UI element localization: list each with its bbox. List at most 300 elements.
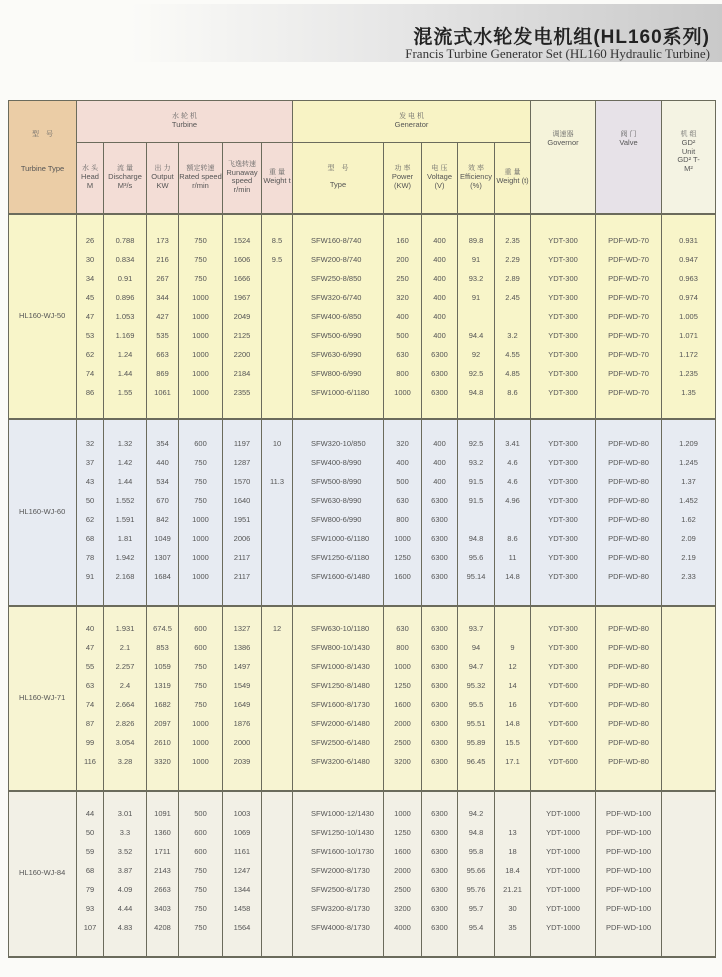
table-row: [9, 900, 716, 919]
discharge-cell: 1.591: [104, 511, 147, 530]
runaway-speed-cell: [223, 419, 262, 435]
discharge-cell: [104, 419, 147, 435]
power-cell: 1000: [384, 658, 422, 677]
head-cell: 99: [77, 734, 104, 753]
gd2-cell: [662, 843, 716, 862]
valve-cell: PDF-WD-100: [596, 805, 662, 824]
head-cell: [77, 606, 104, 620]
power-cell: [384, 403, 422, 419]
table-row: [9, 511, 716, 530]
valve-cell: PDF-WD-100: [596, 843, 662, 862]
generator-weight-cell: 11: [495, 549, 531, 568]
discharge-cell: 1.81: [104, 530, 147, 549]
spacer-row: [9, 772, 716, 791]
generator-type-cell: SFW1000-6/1180: [293, 384, 384, 403]
valve-cell: [596, 419, 662, 435]
turbine-weight-cell: [262, 639, 293, 658]
voltage-cell: [422, 403, 458, 419]
discharge-cell: 0.91: [104, 270, 147, 289]
valve-cell: [596, 587, 662, 606]
gd2-cell: [662, 639, 716, 658]
gd2-cell: [662, 753, 716, 772]
turbine-type-cell: HL160-WJ-71: [9, 606, 77, 791]
spacer-row: [9, 419, 716, 435]
gd2-cell: [662, 606, 716, 620]
generator-weight-cell: 3.41: [495, 435, 531, 454]
efficiency-cell: 95.14: [458, 568, 495, 587]
table-row: [9, 308, 716, 327]
discharge-cell: [104, 791, 147, 805]
gd2-cell: 2.09: [662, 530, 716, 549]
discharge-cell: 4.09: [104, 881, 147, 900]
power-cell: 3200: [384, 753, 422, 772]
header-label-en: Weight (t): [496, 176, 529, 186]
power-cell: 1600: [384, 696, 422, 715]
governor-cell: YDT-600: [531, 696, 596, 715]
runaway-speed-cell: 1069: [223, 824, 262, 843]
generator-weight-cell: 4.55: [495, 346, 531, 365]
table-row: [9, 251, 716, 270]
rated-speed-cell: 750: [179, 270, 223, 289]
runaway-speed-cell: 2125: [223, 327, 262, 346]
output-cell: 1319: [147, 677, 179, 696]
efficiency-cell: [458, 791, 495, 805]
header-label-cn: 出 力: [154, 165, 171, 173]
efficiency-cell: 95.6: [458, 549, 495, 568]
header-governor: 调速器 Governor: [531, 101, 596, 214]
governor-cell: YDT-300: [531, 473, 596, 492]
output-cell: 1684: [147, 568, 179, 587]
header-label-cn: 飞逸转速: [228, 160, 256, 168]
voltage-cell: 400: [422, 473, 458, 492]
runaway-speed-cell: 1386: [223, 639, 262, 658]
head-cell: 53: [77, 327, 104, 346]
runaway-speed-cell: [223, 606, 262, 620]
voltage-cell: 400: [422, 308, 458, 327]
efficiency-cell: 95.7: [458, 900, 495, 919]
table-row: [9, 435, 716, 454]
turbine-weight-cell: [262, 843, 293, 862]
turbine-weight-cell: [262, 753, 293, 772]
voltage-cell: 6300: [422, 511, 458, 530]
generator-weight-cell: 35: [495, 919, 531, 938]
header-output: [147, 143, 179, 214]
governor-cell: YDT-300: [531, 492, 596, 511]
governor-cell: YDT-600: [531, 677, 596, 696]
efficiency-cell: 92: [458, 346, 495, 365]
efficiency-cell: 91.5: [458, 492, 495, 511]
output-cell: 2143: [147, 862, 179, 881]
voltage-cell: 400: [422, 251, 458, 270]
generator-weight-cell: 14.8: [495, 715, 531, 734]
title-banner: [130, 4, 722, 62]
output-cell: 1091: [147, 805, 179, 824]
efficiency-cell: [458, 606, 495, 620]
runaway-speed-cell: 1327: [223, 620, 262, 639]
head-cell: 63: [77, 677, 104, 696]
rated-speed-cell: 1000: [179, 715, 223, 734]
voltage-cell: 6300: [422, 639, 458, 658]
turbine-weight-cell: [262, 454, 293, 473]
efficiency-cell: 95.76: [458, 881, 495, 900]
efficiency-cell: 94: [458, 639, 495, 658]
power-cell: 630: [384, 346, 422, 365]
runaway-speed-cell: 2117: [223, 568, 262, 587]
generator-weight-cell: 12: [495, 658, 531, 677]
power-cell: 1000: [384, 530, 422, 549]
head-cell: 59: [77, 843, 104, 862]
runaway-speed-cell: 2200: [223, 346, 262, 365]
table-row: [9, 232, 716, 251]
head-cell: 74: [77, 696, 104, 715]
generator-type-cell: SFW1250-8/1480: [293, 677, 384, 696]
power-cell: [384, 791, 422, 805]
rated-speed-cell: 750: [179, 677, 223, 696]
runaway-speed-cell: 1876: [223, 715, 262, 734]
rated-speed-cell: 600: [179, 639, 223, 658]
efficiency-cell: 92.5: [458, 435, 495, 454]
power-cell: 160: [384, 232, 422, 251]
turbine-type-cell: HL160-WJ-84: [9, 791, 77, 957]
generator-type-cell: [293, 403, 384, 419]
generator-type-cell: SFW400-8/990: [293, 454, 384, 473]
output-cell: 173: [147, 232, 179, 251]
generator-type-cell: SFW320-6/740: [293, 289, 384, 308]
head-cell: 32: [77, 435, 104, 454]
section-hl160-wj-60: [9, 419, 716, 606]
head-cell: 44: [77, 805, 104, 824]
output-cell: [147, 587, 179, 606]
runaway-speed-cell: 1247: [223, 862, 262, 881]
voltage-cell: 6300: [422, 492, 458, 511]
efficiency-cell: 91: [458, 251, 495, 270]
gd2-cell: 1.071: [662, 327, 716, 346]
runaway-speed-cell: 1967: [223, 289, 262, 308]
generator-type-cell: SFW160-8/740: [293, 232, 384, 251]
governor-cell: YDT-600: [531, 734, 596, 753]
header-label-en: Rated speed r/min: [179, 172, 222, 190]
rated-speed-cell: 1000: [179, 753, 223, 772]
discharge-cell: 1.24: [104, 346, 147, 365]
valve-cell: PDF-WD-80: [596, 639, 662, 658]
head-cell: 30: [77, 251, 104, 270]
valve-cell: PDF-WD-80: [596, 568, 662, 587]
voltage-cell: 400: [422, 289, 458, 308]
head-cell: 26: [77, 232, 104, 251]
gd2-cell: 0.963: [662, 270, 716, 289]
head-cell: 50: [77, 492, 104, 511]
discharge-cell: 3.52: [104, 843, 147, 862]
efficiency-cell: 95.89: [458, 734, 495, 753]
output-cell: 354: [147, 435, 179, 454]
table-row: [9, 919, 716, 938]
discharge-cell: 4.83: [104, 919, 147, 938]
output-cell: 853: [147, 639, 179, 658]
valve-cell: PDF-WD-100: [596, 900, 662, 919]
generator-weight-cell: [495, 308, 531, 327]
generator-type-cell: SFW2000-6/1480: [293, 715, 384, 734]
power-cell: 500: [384, 473, 422, 492]
turbine-type-cell: HL160-WJ-60: [9, 419, 77, 606]
power-cell: [384, 587, 422, 606]
gd2-cell: 1.209: [662, 435, 716, 454]
valve-cell: PDF-WD-80: [596, 715, 662, 734]
turbine-weight-cell: [262, 791, 293, 805]
rated-speed-cell: 1000: [179, 549, 223, 568]
governor-cell: YDT-1000: [531, 881, 596, 900]
valve-cell: [596, 938, 662, 957]
turbine-weight-cell: [262, 715, 293, 734]
table-row: [9, 843, 716, 862]
runaway-speed-cell: 1497: [223, 658, 262, 677]
runaway-speed-cell: 2049: [223, 308, 262, 327]
discharge-cell: [104, 403, 147, 419]
valve-cell: [596, 791, 662, 805]
turbine-weight-cell: [262, 384, 293, 403]
runaway-speed-cell: 2000: [223, 734, 262, 753]
valve-cell: [596, 606, 662, 620]
output-cell: 3403: [147, 900, 179, 919]
voltage-cell: 6300: [422, 346, 458, 365]
generator-weight-cell: 3.2: [495, 327, 531, 346]
generator-type-cell: SFW630-8/990: [293, 492, 384, 511]
generator-weight-cell: 17.1: [495, 753, 531, 772]
output-cell: 1061: [147, 384, 179, 403]
runaway-speed-cell: [223, 938, 262, 957]
turbine-weight-cell: [262, 568, 293, 587]
output-cell: 869: [147, 365, 179, 384]
governor-cell: YDT-1000: [531, 919, 596, 938]
valve-cell: PDF-WD-100: [596, 824, 662, 843]
turbine-weight-cell: [262, 270, 293, 289]
rated-speed-cell: 750: [179, 232, 223, 251]
header-label-en: Voltage (V): [426, 172, 453, 190]
generator-weight-cell: 8.6: [495, 530, 531, 549]
turbine-weight-cell: [262, 289, 293, 308]
discharge-cell: 3.01: [104, 805, 147, 824]
governor-cell: [531, 403, 596, 419]
header-discharge: [104, 143, 147, 214]
head-cell: 62: [77, 511, 104, 530]
gd2-cell: 1.245: [662, 454, 716, 473]
power-cell: 320: [384, 289, 422, 308]
turbine-weight-cell: [262, 308, 293, 327]
discharge-cell: 1.942: [104, 549, 147, 568]
governor-cell: YDT-1000: [531, 824, 596, 843]
header-label-cn: 重 量: [269, 169, 285, 177]
gd2-cell: 0.947: [662, 251, 716, 270]
voltage-cell: 6300: [422, 824, 458, 843]
valve-cell: PDF-WD-70: [596, 232, 662, 251]
rated-speed-cell: 750: [179, 696, 223, 715]
voltage-cell: 6300: [422, 620, 458, 639]
valve-cell: [596, 772, 662, 791]
header-turbine: 水 轮 机 Turbine: [77, 101, 293, 143]
discharge-cell: 1.42: [104, 454, 147, 473]
header-gtype: [293, 143, 384, 214]
generator-weight-cell: [495, 805, 531, 824]
valve-cell: PDF-WD-70: [596, 384, 662, 403]
generator-weight-cell: [495, 511, 531, 530]
gd2-cell: 2.33: [662, 568, 716, 587]
generator-type-cell: SFW2000-8/1730: [293, 862, 384, 881]
rated-speed-cell: 500: [179, 805, 223, 824]
gd2-cell: 1.452: [662, 492, 716, 511]
rated-speed-cell: 750: [179, 900, 223, 919]
valve-cell: PDF-WD-70: [596, 346, 662, 365]
gd2-cell: [662, 734, 716, 753]
generator-type-cell: SFW630-6/990: [293, 346, 384, 365]
head-cell: [77, 772, 104, 791]
generator-weight-cell: 4.96: [495, 492, 531, 511]
valve-cell: PDF-WD-70: [596, 365, 662, 384]
discharge-cell: [104, 772, 147, 791]
governor-cell: YDT-300: [531, 251, 596, 270]
gd2-cell: 2.19: [662, 549, 716, 568]
head-cell: 68: [77, 530, 104, 549]
rated-speed-cell: [179, 791, 223, 805]
runaway-speed-cell: 1649: [223, 696, 262, 715]
governor-cell: YDT-300: [531, 435, 596, 454]
generator-weight-cell: 15.5: [495, 734, 531, 753]
runaway-speed-cell: 1564: [223, 919, 262, 938]
runaway-speed-cell: [223, 214, 262, 232]
turbine-weight-cell: 10: [262, 435, 293, 454]
efficiency-cell: 93.7: [458, 620, 495, 639]
voltage-cell: 400: [422, 454, 458, 473]
header-label-en: Weight t: [263, 176, 291, 186]
gd2-cell: [662, 881, 716, 900]
head-cell: 45: [77, 289, 104, 308]
header-efficiency: [458, 143, 495, 214]
header-label-en: Efficiency (%): [460, 172, 492, 190]
efficiency-cell: [458, 587, 495, 606]
power-cell: [384, 606, 422, 620]
head-cell: 116: [77, 753, 104, 772]
generator-weight-cell: 4.6: [495, 473, 531, 492]
output-cell: 344: [147, 289, 179, 308]
voltage-cell: 6300: [422, 384, 458, 403]
voltage-cell: 6300: [422, 862, 458, 881]
rated-speed-cell: 750: [179, 862, 223, 881]
gd2-cell: 1.35: [662, 384, 716, 403]
generator-weight-cell: [495, 772, 531, 791]
generator-type-cell: SFW1600-10/1730: [293, 843, 384, 862]
discharge-cell: 2.257: [104, 658, 147, 677]
header-label-cn: 重 量: [504, 169, 521, 177]
efficiency-cell: 94.8: [458, 384, 495, 403]
header-turbine-type: 型 号 Turbine Type: [9, 101, 77, 214]
power-cell: 1250: [384, 549, 422, 568]
generator-type-cell: SFW2500-8/1730: [293, 881, 384, 900]
header-label-cn: 水 头: [82, 165, 98, 173]
valve-cell: PDF-WD-70: [596, 308, 662, 327]
turbine-weight-cell: [262, 214, 293, 232]
voltage-cell: 6300: [422, 919, 458, 938]
gd2-cell: [662, 214, 716, 232]
efficiency-cell: 95.5: [458, 696, 495, 715]
head-cell: [77, 419, 104, 435]
discharge-cell: 1.931: [104, 620, 147, 639]
runaway-speed-cell: 1570: [223, 473, 262, 492]
head-cell: 78: [77, 549, 104, 568]
table-row: [9, 677, 716, 696]
valve-cell: PDF-WD-80: [596, 454, 662, 473]
head-cell: [77, 403, 104, 419]
voltage-cell: 6300: [422, 881, 458, 900]
output-cell: 4208: [147, 919, 179, 938]
head-cell: 55: [77, 658, 104, 677]
valve-cell: PDF-WD-80: [596, 696, 662, 715]
efficiency-cell: [458, 419, 495, 435]
generator-weight-cell: 4.6: [495, 454, 531, 473]
discharge-cell: 1.053: [104, 308, 147, 327]
governor-cell: YDT-600: [531, 715, 596, 734]
efficiency-cell: [458, 938, 495, 957]
valve-cell: PDF-WD-80: [596, 473, 662, 492]
output-cell: 534: [147, 473, 179, 492]
power-cell: 1250: [384, 824, 422, 843]
rated-speed-cell: [179, 587, 223, 606]
generator-type-cell: SFW250-8/850: [293, 270, 384, 289]
rated-speed-cell: [179, 772, 223, 791]
power-cell: 1250: [384, 677, 422, 696]
governor-cell: [531, 419, 596, 435]
runaway-speed-cell: 1003: [223, 805, 262, 824]
spacer-row: [9, 587, 716, 606]
table-row: [9, 568, 716, 587]
discharge-cell: 4.44: [104, 900, 147, 919]
governor-cell: YDT-300: [531, 511, 596, 530]
turbine-weight-cell: [262, 919, 293, 938]
voltage-cell: 6300: [422, 805, 458, 824]
table-row: [9, 327, 716, 346]
gd2-cell: 1.172: [662, 346, 716, 365]
generator-type-cell: SFW800-10/1430: [293, 639, 384, 658]
discharge-cell: [104, 587, 147, 606]
generator-weight-cell: [495, 791, 531, 805]
rated-speed-cell: 1000: [179, 734, 223, 753]
generator-weight-cell: [495, 214, 531, 232]
header-label-en: Output KW: [151, 172, 174, 190]
table-row: [9, 454, 716, 473]
valve-cell: PDF-WD-80: [596, 492, 662, 511]
output-cell: [147, 938, 179, 957]
gd2-cell: [662, 791, 716, 805]
discharge-cell: 2.1: [104, 639, 147, 658]
rated-speed-cell: [179, 606, 223, 620]
governor-cell: [531, 606, 596, 620]
head-cell: 86: [77, 384, 104, 403]
generator-weight-cell: 18: [495, 843, 531, 862]
governor-cell: YDT-300: [531, 620, 596, 639]
table-row: [9, 805, 716, 824]
voltage-cell: 6300: [422, 658, 458, 677]
discharge-cell: 3.3: [104, 824, 147, 843]
output-cell: 216: [147, 251, 179, 270]
gd2-cell: [662, 620, 716, 639]
turbine-weight-cell: [262, 938, 293, 957]
spacer-row: [9, 403, 716, 419]
runaway-speed-cell: 2039: [223, 753, 262, 772]
generator-type-cell: [293, 419, 384, 435]
turbine-weight-cell: [262, 658, 293, 677]
efficiency-cell: 89.8: [458, 232, 495, 251]
header-label-en: Head M: [81, 172, 99, 190]
gd2-cell: [662, 900, 716, 919]
rated-speed-cell: [179, 938, 223, 957]
efficiency-cell: 95.4: [458, 919, 495, 938]
